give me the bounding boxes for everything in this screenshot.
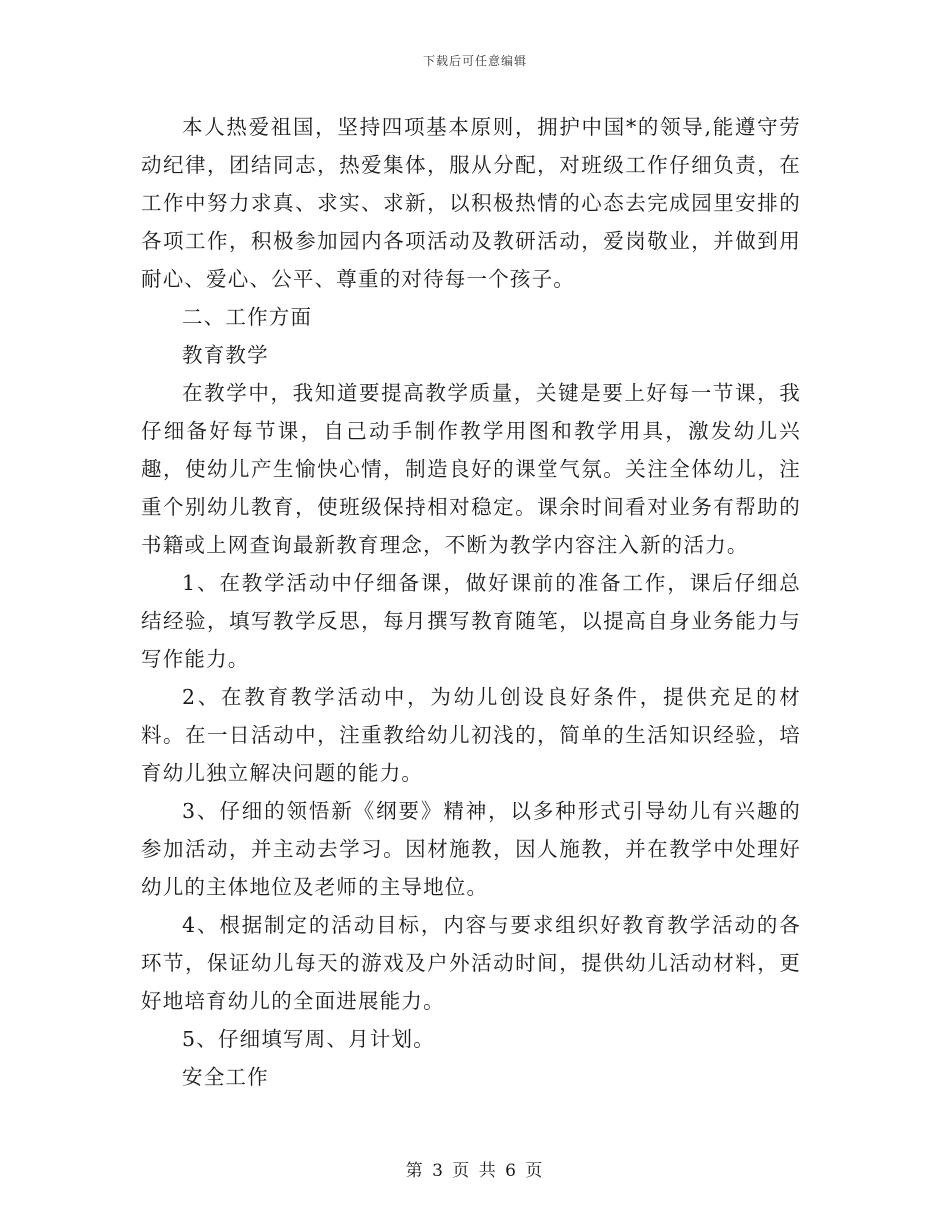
section-heading-work: 二、工作方面	[182, 305, 313, 329]
paragraph-teaching: 在教学中，我知道要提高教学质量，关键是要上好每一节课，我仔细备好每节课，自己动手制作教学用图和教学用具，激发幼儿兴趣，使幼儿产生愉快心情，制造良好的课堂气氛。关注全体幼儿，注重个别幼儿教育，使班级保持相对稳定。课余时间看对业务有帮助的书籍或上网查询最新教育理念，不断为教学内容注入新的活力。	[141, 381, 801, 557]
subheading-teaching: 教育教学	[182, 343, 269, 367]
document-body	[141, 108, 801, 1096]
header-note: 下载后可任意编辑	[422, 54, 527, 68]
list-item-1: 1、在教学活动中仔细备课，做好课前的准备工作，课后仔细总结经验，填写教学反思，每月撰写教育随笔，以提高自身业务能力与写作能力。	[141, 571, 801, 671]
list-item-5: 5、仔细填写周、月计划。	[182, 1027, 435, 1051]
list-item-4: 4、根据制定的活动目标，内容与要求组织好教育教学活动的各环节，保证幼儿每天的游戏及户外活动时间，提供幼儿活动材料，更好地培育幼儿的全面进展能力。	[141, 913, 801, 1013]
list-item-3: 3、仔细的领悟新《纲要》精神，以多种形式引导幼儿有兴趣的参加活动，并主动去学习。因材施教，因人施教，并在教学中处理好幼儿的主体地位及老师的主导地位。	[141, 799, 801, 899]
paragraph-intro: 本人热爱祖国，坚持四项基本原则，拥护中国*的领导,能遵守劳动纪律，团结同志，热爱集体，服从分配，对班级工作仔细负责，在工作中努力求真、求实、求新，以积极热情的心态去完成园里安排的各项工作，积极参加园内各项活动及教研活动，爱岗敬业，并做到用耐心、爱心、公平、尊重的对待每一个孩子。	[141, 115, 801, 291]
list-item-2: 2、在教育教学活动中，为幼儿创设良好条件，提供充足的材料。在一日活动中，注重教给幼儿初浅的，简单的生活知识经验，培育幼儿独立解决问题的能力。	[141, 685, 801, 785]
page-number: 第 3 页 共 6 页	[405, 1161, 545, 1181]
subheading-safety: 安全工作	[182, 1065, 269, 1089]
